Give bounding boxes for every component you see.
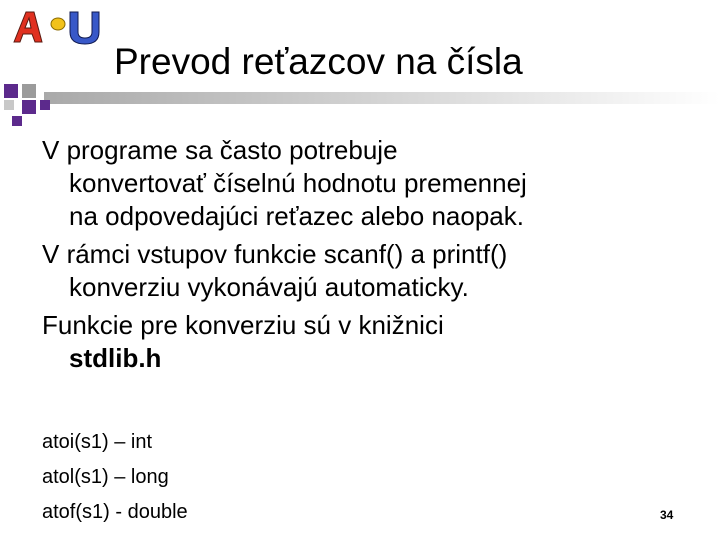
list-item: atof(s1) - double — [42, 501, 188, 523]
title-underline-decoration — [0, 80, 720, 130]
slide-title: Prevod reťazcov na čísla — [114, 41, 523, 82]
bullet-text-block — [42, 134, 682, 380]
deco-square — [22, 100, 36, 114]
paragraph: V rámci vstupov funkcie scanf() a printf() konverziu vykonávajú automaticky. — [42, 239, 508, 302]
list-item: atoi(s1) – int — [42, 431, 153, 453]
page-number: 34 — [660, 508, 674, 522]
gradient-bar — [44, 92, 720, 104]
deco-square — [4, 100, 14, 110]
paragraph: Funkcie pre konverziu sú v knižnici stdlib.h — [42, 309, 682, 375]
deco-square — [4, 84, 18, 98]
list-item: atol(s1) – long — [42, 466, 169, 488]
library-name: stdlib.h — [69, 343, 162, 373]
au-logo-icon — [8, 4, 100, 48]
deco-square — [22, 84, 36, 98]
deco-square — [12, 116, 22, 126]
function-list — [42, 425, 188, 530]
deco-square — [40, 100, 50, 110]
paragraph: V programe sa často potrebuje konvertovať číselnú hodnotu premennej na odpovedajúci reťazec alebo naopak. — [42, 135, 527, 231]
